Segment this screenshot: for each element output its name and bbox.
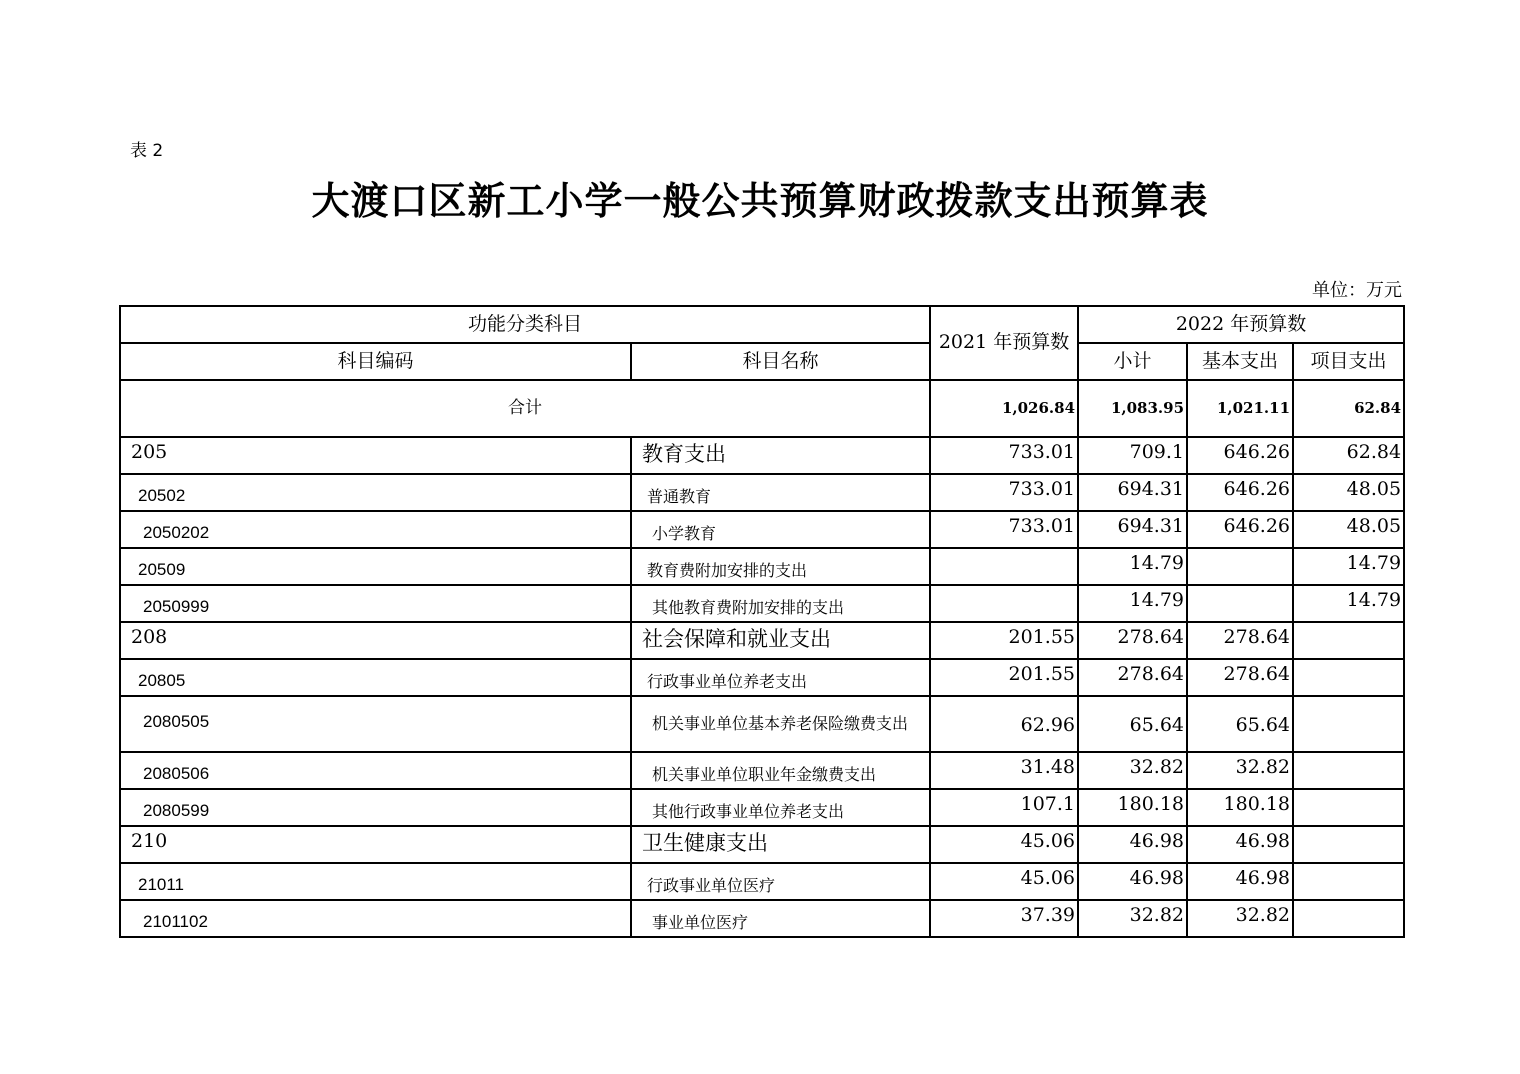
table-row: [120, 437, 1404, 474]
table-row: [120, 474, 1404, 511]
subject-code: 21011: [120, 863, 631, 900]
subject-code: 20509: [120, 548, 631, 585]
subject-name: 小学教育: [631, 511, 930, 548]
table-row: [120, 826, 1404, 863]
subject-code: 2080599: [120, 789, 631, 826]
project-expense: [1293, 659, 1404, 696]
subject-name: 教育支出: [631, 437, 930, 474]
subject-name: 事业单位医疗: [631, 900, 930, 937]
project-expense: [1293, 752, 1404, 789]
budget-2021: 62.96: [930, 696, 1078, 752]
basic-expense: 278.64: [1187, 659, 1293, 696]
subject-name: 普通教育: [631, 474, 930, 511]
total-subtotal: 1,083.95: [1078, 380, 1187, 437]
subject-name: 其他行政事业单位养老支出: [631, 789, 930, 826]
header-row-2: [120, 343, 1404, 380]
header-code: 科目编码: [120, 343, 631, 380]
header-budget-2022: 2022 年预算数: [1078, 306, 1404, 343]
subject-name: 其他教育费附加安排的支出: [631, 585, 930, 622]
total-basic: 1,021.11: [1187, 380, 1293, 437]
subject-name: 卫生健康支出: [631, 826, 930, 863]
subject-name: 行政事业单位医疗: [631, 863, 930, 900]
subtotal: 14.79: [1078, 585, 1187, 622]
basic-expense: 646.26: [1187, 511, 1293, 548]
subject-code: 2050202: [120, 511, 631, 548]
budget-2021: 733.01: [930, 437, 1078, 474]
header-subtotal: 小计: [1078, 343, 1187, 380]
subtotal: 709.1: [1078, 437, 1187, 474]
basic-expense: 32.82: [1187, 752, 1293, 789]
basic-expense: [1187, 585, 1293, 622]
subject-name: 机关事业单位基本养老保险缴费支出: [631, 696, 930, 752]
basic-expense: 32.82: [1187, 900, 1293, 937]
table-row: [120, 585, 1404, 622]
subtotal: 180.18: [1078, 789, 1187, 826]
table-row: [120, 511, 1404, 548]
project-expense: 14.79: [1293, 585, 1404, 622]
subtotal: 46.98: [1078, 863, 1187, 900]
subtotal: 32.82: [1078, 752, 1187, 789]
header-row-1: [120, 306, 1404, 343]
budget-2021: [930, 548, 1078, 585]
project-expense: 48.05: [1293, 474, 1404, 511]
page-title: 大渡口区新工小学一般公共预算财政拨款支出预算表: [311, 179, 1209, 223]
budget-2021: 201.55: [930, 622, 1078, 659]
table-row: [120, 752, 1404, 789]
budget-2021: 201.55: [930, 659, 1078, 696]
budget-2021: 733.01: [930, 474, 1078, 511]
subject-code: 208: [120, 622, 631, 659]
budget-2021: 37.39: [930, 900, 1078, 937]
subject-name: 社会保障和就业支出: [631, 622, 930, 659]
total-label: 合计: [120, 380, 930, 437]
budget-2021: 107.1: [930, 789, 1078, 826]
subtotal: 32.82: [1078, 900, 1187, 937]
project-expense: [1293, 789, 1404, 826]
project-expense: [1293, 826, 1404, 863]
budget-2021: 45.06: [930, 863, 1078, 900]
basic-expense: 65.64: [1187, 696, 1293, 752]
table-row: [120, 863, 1404, 900]
project-expense: 62.84: [1293, 437, 1404, 474]
subject-code: 2080506: [120, 752, 631, 789]
table-row: [120, 900, 1404, 937]
basic-expense: 180.18: [1187, 789, 1293, 826]
project-expense: 14.79: [1293, 548, 1404, 585]
basic-expense: 646.26: [1187, 437, 1293, 474]
subject-code: 2050999: [120, 585, 631, 622]
subject-name: 行政事业单位养老支出: [631, 659, 930, 696]
budget-2021: 733.01: [930, 511, 1078, 548]
table-number: 表 2: [130, 141, 164, 161]
project-expense: [1293, 696, 1404, 752]
subject-code: 210: [120, 826, 631, 863]
total-row: [120, 380, 1404, 437]
table-row: [120, 696, 1404, 752]
subject-name: 机关事业单位职业年金缴费支出: [631, 752, 930, 789]
basic-expense: 46.98: [1187, 863, 1293, 900]
subject-code: 2101102: [120, 900, 631, 937]
header-name: 科目名称: [631, 343, 930, 380]
header-budget-2021: 2021 年预算数: [930, 306, 1078, 380]
project-expense: 48.05: [1293, 511, 1404, 548]
subject-code: 20502: [120, 474, 631, 511]
subtotal: 694.31: [1078, 474, 1187, 511]
subtotal: 46.98: [1078, 826, 1187, 863]
subject-code: 205: [120, 437, 631, 474]
subtotal: 278.64: [1078, 659, 1187, 696]
subject-name: 教育费附加安排的支出: [631, 548, 930, 585]
header-basic: 基本支出: [1187, 343, 1293, 380]
project-expense: [1293, 622, 1404, 659]
basic-expense: 46.98: [1187, 826, 1293, 863]
total-budget-2021: 1,026.84: [930, 380, 1078, 437]
budget-2021: 45.06: [930, 826, 1078, 863]
budget-2021: 31.48: [930, 752, 1078, 789]
budget-table: [119, 305, 1405, 938]
unit-label: 单位：万元: [1312, 280, 1402, 301]
subtotal: 14.79: [1078, 548, 1187, 585]
subtotal: 65.64: [1078, 696, 1187, 752]
subject-code: 2080505: [120, 696, 631, 752]
subject-code: 20805: [120, 659, 631, 696]
basic-expense: 278.64: [1187, 622, 1293, 659]
subtotal: 278.64: [1078, 622, 1187, 659]
table-row: [120, 789, 1404, 826]
basic-expense: [1187, 548, 1293, 585]
header-project: 项目支出: [1293, 343, 1404, 380]
table-row: [120, 548, 1404, 585]
project-expense: [1293, 900, 1404, 937]
total-project: 62.84: [1293, 380, 1404, 437]
project-expense: [1293, 863, 1404, 900]
subtotal: 694.31: [1078, 511, 1187, 548]
basic-expense: 646.26: [1187, 474, 1293, 511]
header-category: 功能分类科目: [120, 306, 930, 343]
budget-2021: [930, 585, 1078, 622]
table-row: [120, 622, 1404, 659]
table-row: [120, 659, 1404, 696]
